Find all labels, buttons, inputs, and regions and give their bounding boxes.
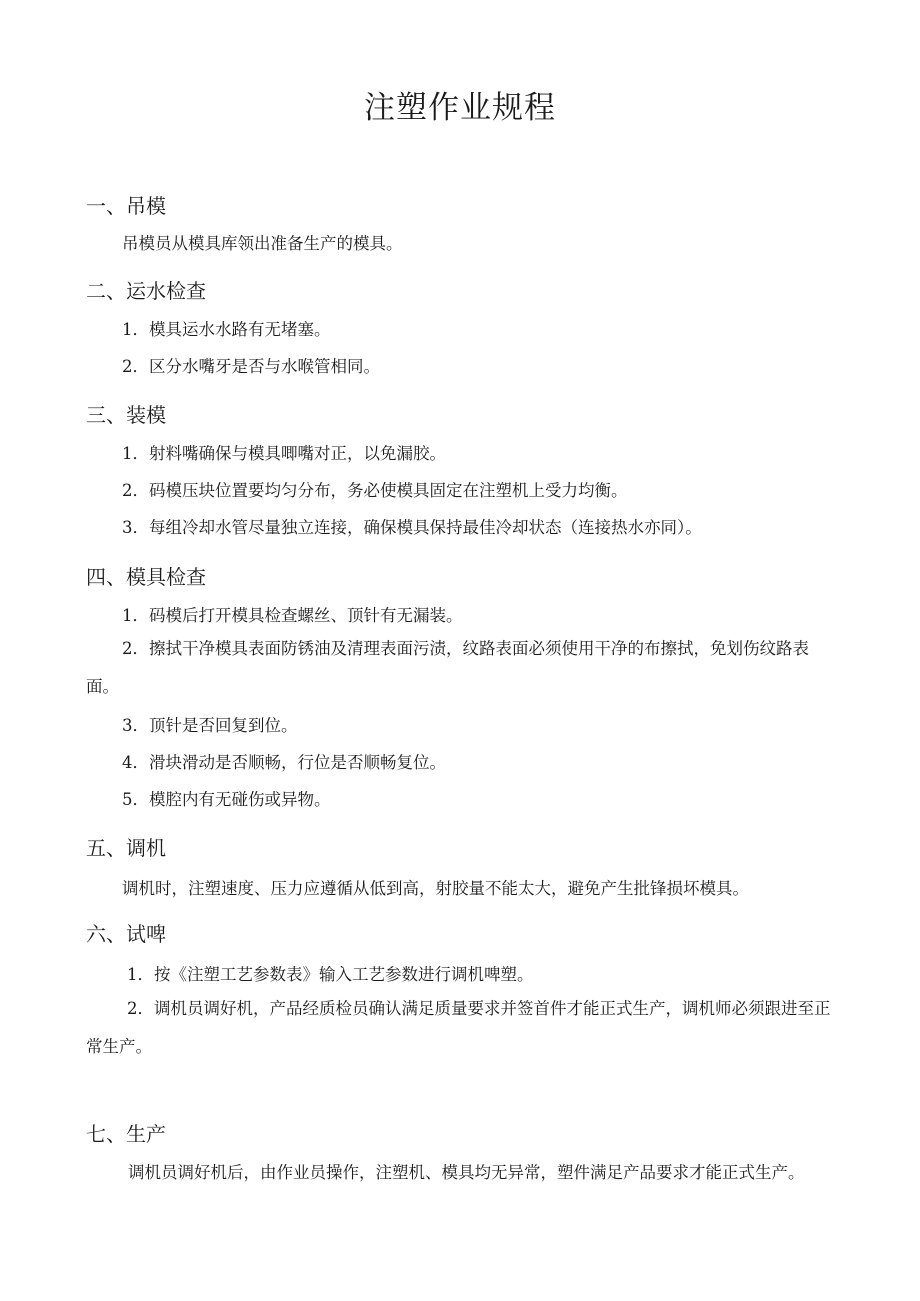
section-item: 1．模具运水水路有无堵塞。 (122, 320, 331, 339)
document-title: 注塑作业规程 (364, 90, 556, 126)
section-item: 5．模腔内有无碰伤或异物。 (122, 790, 331, 809)
section-item: 2．擦拭干净模具表面防锈油及清理表面污渍，纹路表面必须使用干净的布擦拭，免划伤纹路表面。 (86, 639, 809, 696)
section-item: 吊模员从模具库领出准备生产的模具。 (122, 234, 403, 253)
section-item: 2．码模压块位置要均匀分布，务必使模具固定在注塑机上受力均衡。 (122, 481, 628, 500)
section-item: 1．码模后打开模具检查螺丝、顶针有无漏装。 (122, 606, 463, 625)
section-heading: 二、运水检查 (86, 279, 206, 303)
section-heading: 三、装模 (86, 403, 166, 427)
section-item: 4．滑块滑动是否顺畅，行位是否顺畅复位。 (122, 753, 446, 772)
section-item: 3．每组冷却水管尽量独立连接，确保模具保持最佳冷却状态（连接热水亦同）。 (122, 518, 702, 537)
section-heading: 七、生产 (86, 1122, 166, 1146)
section-item: 调机时，注塑速度、压力应遵循从低到高，射胶量不能太大，避免产生批锋损坏模具。 (122, 879, 749, 898)
section-item: 2．区分水嘴牙是否与水喉管相同。 (122, 357, 380, 376)
section-heading: 五、调机 (86, 836, 166, 860)
section-heading: 一、吊模 (86, 194, 166, 218)
section-item: 2．调机员调好机，产品经质检员确认满足质量要求并签首件才能正式生产，调机师必须跟进至正常生产。 (86, 999, 831, 1056)
section-heading: 四、模具检查 (86, 565, 206, 589)
section-item: 调机员调好机后，由作业员操作，注塑机、模具均无异常，塑件满足产品要求才能正式生产。 (128, 1163, 805, 1182)
section-item: 1．按《注塑工艺参数表》输入工艺参数进行调机啤塑。 (127, 965, 534, 984)
section-item: 3．顶针是否回复到位。 (122, 716, 298, 735)
section-heading: 六、试啤 (86, 922, 166, 946)
section-item: 1．射料嘴确保与模具唧嘴对正，以免漏胶。 (122, 444, 446, 463)
